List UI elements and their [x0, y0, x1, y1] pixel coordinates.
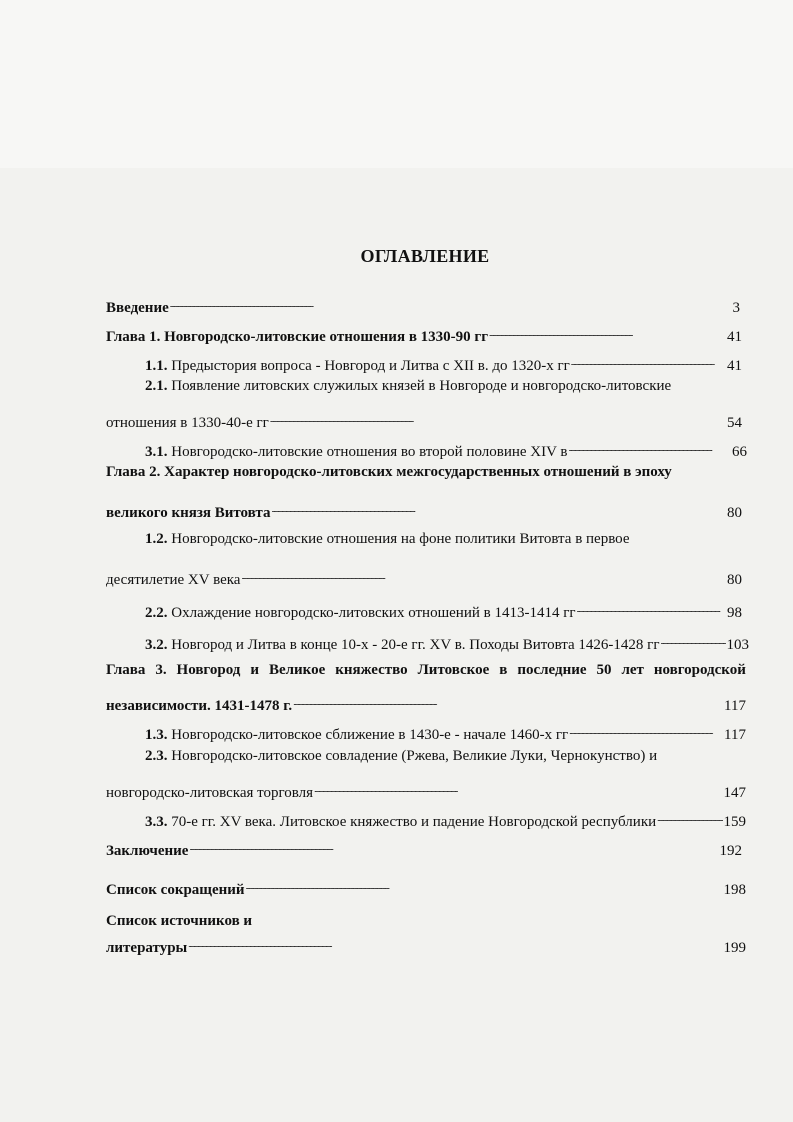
toc-entry-1-2-line1[interactable] — [145, 531, 630, 548]
toc-page-number: 192 — [719, 843, 742, 859]
toc-page-number: 41 — [727, 358, 742, 374]
dot-leader — [189, 835, 718, 855]
toc-page-number: 80 — [727, 505, 742, 521]
dot-leader — [188, 932, 722, 952]
dot-leader — [270, 407, 726, 427]
toc-page-number: 98 — [727, 605, 742, 621]
toc-entry-3-2[interactable] — [145, 629, 749, 653]
toc-page-number: 54 — [727, 415, 742, 431]
toc-entry-abbreviations[interactable] — [106, 874, 746, 898]
dot-leader — [293, 690, 723, 710]
dot-leader — [657, 806, 722, 826]
toc-label: литературы — [106, 940, 188, 956]
toc-page-number: 198 — [723, 882, 746, 898]
toc-entry-3-1[interactable] — [145, 436, 747, 460]
toc-page-number: 103 — [726, 637, 749, 653]
toc-number: 2.1. — [145, 378, 168, 394]
toc-word: Литовское — [417, 662, 490, 678]
dot-leader — [241, 564, 726, 584]
toc-entry-2-1-line1[interactable] — [145, 378, 671, 395]
toc-label: великого князя Витовта — [106, 505, 271, 521]
toc-word: новгородской — [653, 662, 746, 678]
toc-entry-3-3[interactable] — [145, 806, 746, 830]
toc-label: Новгородско-литовские отношения на фоне политики Витовта в первое — [171, 531, 630, 547]
toc-label: Заключение — [106, 843, 189, 859]
dot-leader — [660, 629, 725, 649]
toc-entry-chapter-3-line1[interactable] — [106, 662, 746, 679]
toc-label: Глава 1. Новгородско-литовские отношения в 1330-90 гг — [106, 329, 489, 345]
toc-label: независимости. 1431-1478 г. — [106, 698, 293, 714]
toc-entry-sources-line1[interactable] — [106, 913, 252, 930]
toc-word: 3. — [155, 662, 167, 678]
toc-number: 1.1. — [145, 358, 168, 374]
toc-label: Новгородско-литовское совладение (Ржева, Великие Луки, Чернокунство) и — [171, 748, 658, 764]
toc-entry-sources-line2[interactable] — [106, 932, 746, 956]
dot-leader — [170, 292, 732, 312]
dot-leader — [569, 719, 723, 739]
toc-page-number: 117 — [724, 727, 746, 743]
toc-entry-1-3[interactable] — [145, 719, 746, 743]
toc-word: в — [499, 662, 508, 678]
toc-word: Новгород — [176, 662, 241, 678]
toc-entry-1-1[interactable] — [145, 350, 742, 374]
toc-entry-intro[interactable] — [106, 292, 740, 316]
toc-page-number: 3 — [732, 300, 740, 316]
toc-entry-2-3-line1[interactable] — [145, 748, 657, 765]
toc-label: отношения в 1330-40-е гг — [106, 415, 269, 431]
dot-leader — [271, 497, 726, 517]
dot-leader — [569, 436, 731, 456]
toc-entry-chapter-3-line2[interactable] — [106, 690, 746, 714]
toc-number: 1.2. — [145, 531, 168, 547]
toc-entry-2-3-line2[interactable] — [106, 777, 746, 801]
toc-number: 3.2. — [145, 637, 168, 653]
toc-label: Новгородско-литовские отношения во второй половине XIV в — [171, 444, 568, 460]
toc-word: последние — [517, 662, 587, 678]
toc-number: 1.3. — [145, 727, 168, 743]
toc-page-number: 117 — [724, 698, 746, 714]
toc-entry-1-2-line2[interactable] — [106, 564, 742, 588]
toc-page-number: 147 — [723, 785, 746, 801]
dot-leader — [577, 597, 726, 617]
toc-page-number: 199 — [723, 940, 746, 956]
toc-page-number: 41 — [727, 329, 742, 345]
toc-word: и — [250, 662, 259, 678]
toc-word: лет — [621, 662, 644, 678]
toc-label: Список источников и — [106, 913, 253, 929]
toc-entry-chapter-1[interactable] — [106, 321, 742, 345]
toc-page-number: 80 — [727, 572, 742, 588]
toc-entry-chapter-2-line1[interactable] — [106, 464, 672, 481]
toc-number: 3.3. — [145, 814, 168, 830]
dot-leader — [246, 874, 723, 894]
toc-number: 2.2. — [145, 605, 168, 621]
toc-label: десятилетие XV века — [106, 572, 241, 588]
toc-word: Великое — [268, 662, 326, 678]
toc-page-number: 66 — [732, 444, 747, 460]
toc-label: Глава 2. Характер новгородско-литовских межгосударственных отношений в эпоху — [106, 464, 672, 480]
toc-label: Охлаждение новгородско-литовских отношений в 1413-1414 гг — [171, 605, 576, 621]
page-title: ОГЛАВЛЕНИЕ — [360, 246, 490, 266]
dot-leader — [314, 777, 722, 797]
toc-word: 50 — [596, 662, 612, 678]
toc-entry-2-1-line2[interactable] — [106, 407, 742, 431]
dot-leader — [571, 350, 726, 370]
toc-label: Предыстория вопроса - Новгород и Литва с XII в. до 1320-х гг — [171, 358, 570, 374]
toc-label: Новгородско-литовское сближение в 1430-е - начале 1460-х гг — [171, 727, 569, 743]
toc-entry-conclusion[interactable] — [106, 835, 742, 859]
toc-label: Новгород и Литва в конце 10-х - 20-е гг. XV в. Походы Витовта 1426-1428 гг — [171, 637, 660, 653]
toc-label: Появление литовских служилых князей в Новгороде и новгородско-литовские — [171, 378, 672, 394]
toc-number: 2.3. — [145, 748, 168, 764]
toc-label: новгородско-литовская торговля — [106, 785, 314, 801]
toc-word: Глава — [106, 662, 146, 678]
toc-label: Список сокращений — [106, 882, 245, 898]
toc-entry-2-2[interactable] — [145, 597, 742, 621]
toc-label: 70-е гг. XV века. Литовское княжество и падение Новгородской республики — [171, 814, 657, 830]
toc-page-number: 159 — [723, 814, 746, 830]
toc-word: княжество — [335, 662, 408, 678]
dot-leader — [489, 321, 726, 341]
toc-entry-chapter-2-line2[interactable] — [106, 497, 742, 521]
toc-label: Введение — [106, 300, 169, 316]
toc-number: 3.1. — [145, 444, 168, 460]
